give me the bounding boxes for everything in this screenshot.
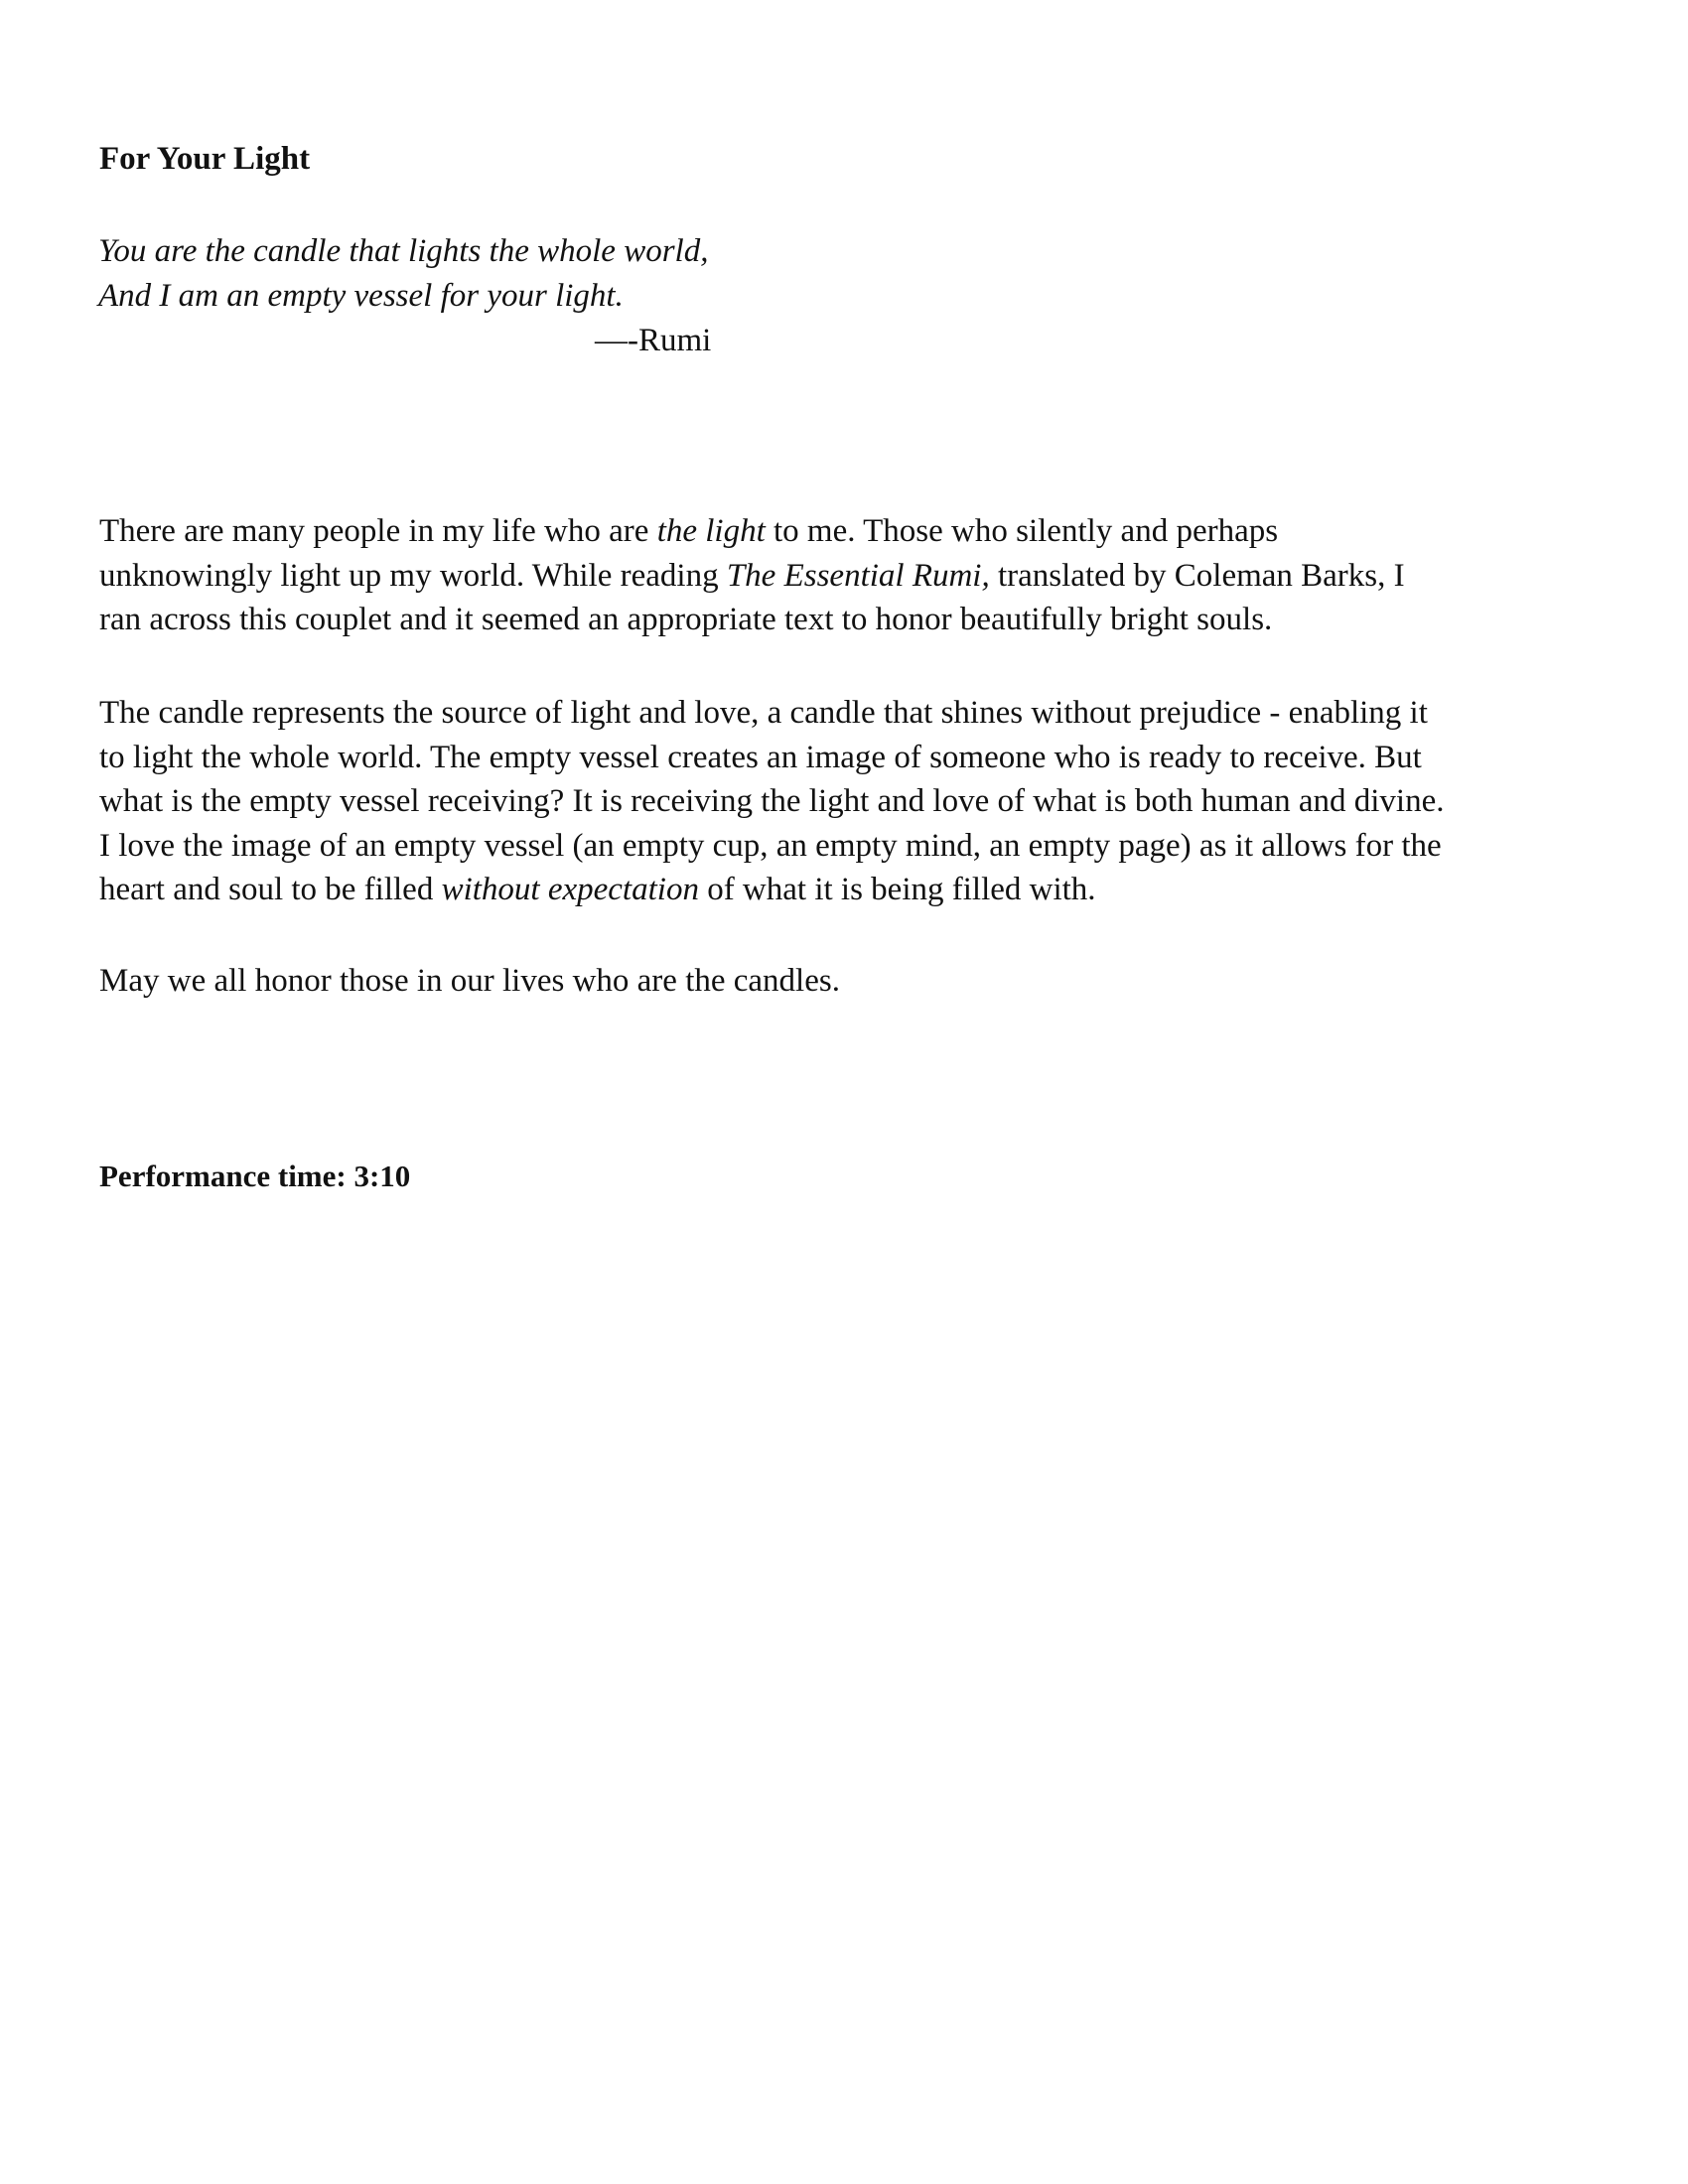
performance-time: Performance time: 3:10 — [99, 1159, 411, 1193]
epigraph-line-1: You are the candle that lights the whole world, — [98, 233, 709, 269]
paragraph-1-line-2: unknowingly light up my world. While reading The Essential Rumi, translated by Coleman Barks, I — [99, 557, 1405, 594]
paragraph-2-line-3: what is the empty vessel receiving? It is receiving the light and love of what is both human and divine. — [99, 783, 1445, 819]
paragraph-1-line-3: ran across this couplet and it seemed an appropriate text to honor beautifully bright souls. — [99, 602, 1273, 637]
paragraph-2-line-4: I love the image of an empty vessel (an empty cup, an empty mind, an empty page) as it allows for the — [99, 827, 1442, 864]
paragraph-1-line-1: There are many people in my life who are the light to me. Those who silently and perhaps — [99, 513, 1279, 549]
paragraph-2-line-2: to light the whole world. The empty vessel creates an image of someone who is ready to receive. But — [99, 739, 1422, 775]
epigraph-attribution: —-Rumi — [595, 323, 712, 358]
document-title: For Your Light — [99, 141, 311, 177]
paragraph-2 — [99, 691, 1609, 912]
paragraph-2-line-5: heart and soul to be filled without expectation of what it is being filled with. — [99, 872, 1096, 907]
paragraph-3: May we all honor those in our lives who are the candles. — [99, 963, 840, 999]
emphasis-the-light: the light — [656, 513, 766, 549]
book-title-essential-rumi: The Essential Rumi, — [726, 557, 990, 594]
epigraph-line-2: And I am an empty vessel for your light. — [98, 278, 624, 314]
paragraph-1 — [99, 509, 1609, 642]
epigraph — [98, 229, 992, 363]
paragraph-2-line-1: The candle represents the source of light and love, a candle that shines without prejudice - enabling it — [99, 695, 1428, 731]
emphasis-without-expectation: without expectation — [441, 872, 699, 907]
